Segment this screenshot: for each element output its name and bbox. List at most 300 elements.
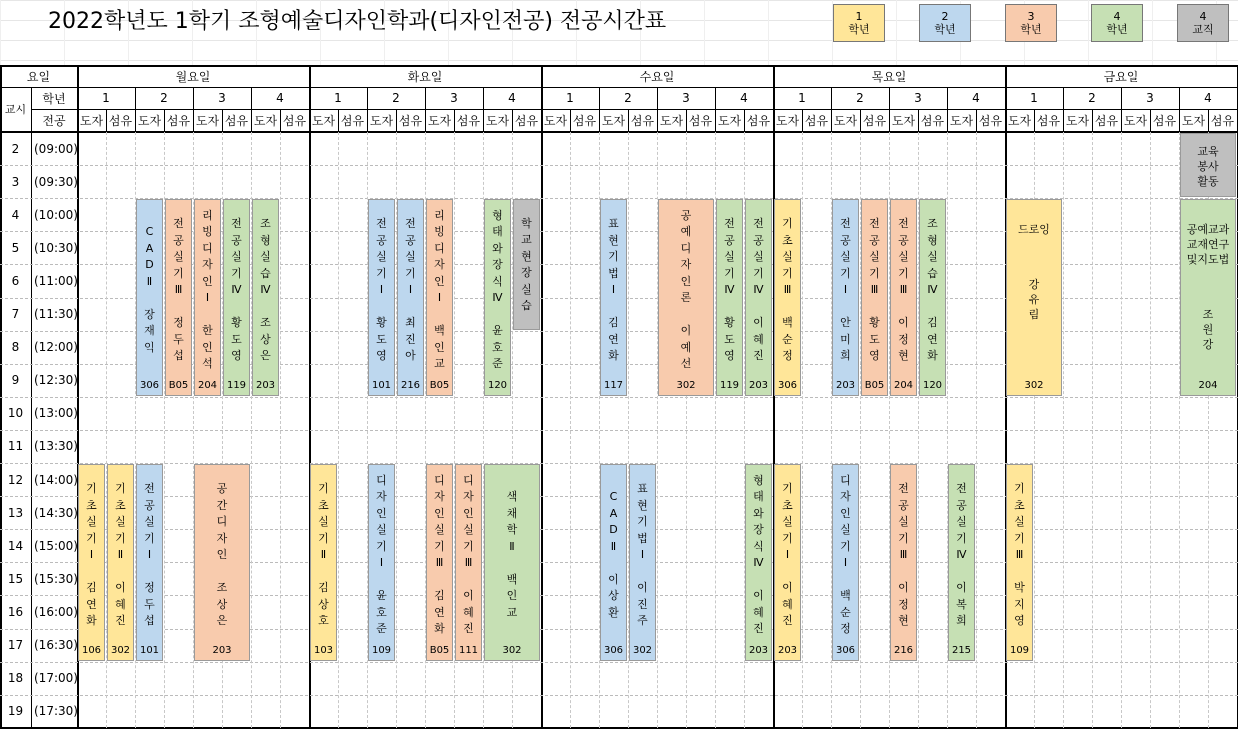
grade-header: 2 (1088, 91, 1096, 105)
day-header: 수요일 (639, 69, 675, 84)
class-professor-char: 영 (376, 349, 387, 363)
class-name-char: 예 (680, 225, 692, 239)
class-gap (659, 307, 713, 324)
header-hakyeon: 학년 (42, 91, 66, 106)
class-room: 204 (893, 379, 914, 391)
class-block (513, 199, 540, 329)
class-professor-char: 상 (608, 589, 619, 603)
grid-line (1152, 0, 1153, 65)
class-name-char: 전 (376, 217, 387, 231)
major-header: 섬유 (166, 113, 191, 128)
period-number: 4 (11, 207, 20, 222)
class-name-char: Ⅰ (147, 548, 152, 562)
class-name-char: Ⅳ (724, 283, 735, 297)
class-name-char: Ⅰ (379, 283, 384, 297)
class-name-char: 기 (840, 539, 851, 553)
class-name-char: 기 (318, 531, 329, 545)
class-name-char: 기 (115, 482, 126, 496)
class-name-char: Ⅰ (611, 283, 616, 297)
class-professor-char: 연 (608, 332, 619, 346)
major-header: 섬유 (456, 113, 481, 128)
grid-line (1092, 132, 1093, 728)
class-name-char: 실 (782, 515, 793, 529)
major-header: 섬유 (224, 113, 249, 128)
class-professor-char: 화 (86, 614, 97, 628)
class-title (485, 489, 539, 621)
class-block (745, 464, 772, 661)
class-name-char: 기 (782, 266, 793, 280)
class-professor-char: 섭 (173, 349, 184, 363)
class-name-char: 기 (637, 515, 648, 529)
grade-header: 1 (334, 91, 342, 105)
class-gap (1007, 237, 1061, 277)
class-name-char: 기 (376, 539, 387, 553)
class-name-char: 기 (782, 217, 793, 231)
class-name-char: 공 (144, 498, 155, 512)
class-name-char: 기 (724, 266, 735, 280)
class-professor-char: 예 (680, 340, 692, 354)
class-professor-char: 주 (637, 614, 648, 628)
class-name-char: 자 (680, 258, 692, 272)
grade-header: 1 (566, 91, 574, 105)
class-name-char: 인 (376, 506, 387, 520)
period-number: 5 (11, 240, 20, 255)
class-name-char: 실 (840, 250, 851, 264)
class-title (485, 208, 510, 373)
class-block (455, 464, 482, 661)
class-title (891, 216, 916, 365)
class-title (514, 216, 539, 315)
period-number: 2 (11, 141, 20, 156)
period-number: 15 (7, 571, 24, 586)
class-name-char: 전 (753, 217, 764, 231)
class-room: 111 (458, 644, 479, 656)
class-name-line: 교재연구 (1186, 238, 1230, 252)
grade-header: 1 (798, 91, 806, 105)
grid-line (0, 60, 1238, 61)
class-name-char: 기 (782, 482, 793, 496)
class-professor-char: 이 (115, 581, 126, 595)
class-name-char: 실 (869, 250, 880, 264)
major-header: 도자 (659, 113, 684, 128)
class-professor-char: 현 (898, 614, 909, 628)
class-name-char: Ⅲ (870, 283, 879, 297)
class-name-char: 실 (144, 515, 155, 529)
grid-line (1063, 132, 1064, 728)
legend-number: 2 (941, 10, 949, 23)
class-name-char: 실 (115, 515, 126, 529)
page-title: 2022학년도 1학기 조형예술디자인학과(디자인전공) 전공시간표 (48, 9, 667, 34)
class-name-char: 습 (927, 266, 938, 280)
class-name-char: Ⅳ (231, 283, 242, 297)
class-title (1007, 222, 1061, 322)
period-time: (10:00) (34, 207, 78, 222)
class-gap (833, 299, 858, 316)
class-title (1181, 222, 1235, 352)
class-title (398, 216, 423, 365)
grade-header: 2 (392, 91, 400, 105)
class-professor-char: 김 (86, 581, 97, 595)
grade-header: 2 (160, 91, 168, 105)
period-number: 12 (7, 472, 24, 487)
class-gap (456, 572, 481, 589)
class-professor-char: 도 (231, 332, 242, 346)
class-name-char: Ⅰ (640, 548, 645, 562)
class-room: 120 (922, 379, 943, 391)
day-header: 월요일 (175, 69, 211, 84)
class-name-char: 기 (782, 531, 793, 545)
class-professor-char: 백 (840, 589, 851, 603)
class-name-char: 기 (376, 266, 387, 280)
class-name-char: 법 (608, 266, 619, 280)
header-gyosi: 교시 (4, 103, 27, 116)
major-header: 도자 (775, 113, 800, 128)
class-name-char: 실 (376, 250, 387, 264)
period-time: (12:00) (34, 340, 78, 355)
grade-header: 2 (856, 91, 864, 105)
class-professor-char: 윤 (492, 324, 503, 338)
class-name-char: 실 (521, 282, 532, 296)
class-block (310, 464, 337, 661)
class-name-char: 채 (506, 506, 518, 520)
class-professor-char: 박 (1014, 581, 1025, 595)
class-title (311, 481, 336, 630)
grid-line (896, 0, 897, 65)
major-header: 도자 (833, 113, 858, 128)
class-professor-char: 지 (1014, 597, 1025, 611)
class-professor-char: 아 (405, 349, 416, 363)
class-title (920, 216, 945, 365)
class-name-char: 디 (434, 473, 445, 487)
class-name-char: 기 (318, 482, 329, 496)
class-professor-char: 이 (898, 581, 909, 595)
class-room: 109 (371, 644, 392, 656)
class-name-char: 빙 (202, 225, 213, 239)
class-name-char: Ⅳ (956, 548, 967, 562)
class-name-char: 실 (927, 250, 938, 264)
class-professor-char: 정 (173, 316, 184, 330)
class-gap (224, 299, 249, 316)
period-time: (17:30) (34, 704, 78, 719)
legend-swatch (833, 4, 885, 42)
class-professor-char: 섭 (144, 614, 155, 628)
legend-swatch (919, 4, 971, 42)
class-professor-char: 상 (216, 597, 228, 611)
class-professor-char: 현 (898, 349, 909, 363)
grade-header: 2 (624, 91, 632, 105)
class-room: 204 (1198, 379, 1218, 391)
class-professor-char: 이 (637, 581, 648, 595)
class-name-char: 공 (680, 208, 692, 222)
class-room: 302 (632, 644, 653, 656)
major-header: 섬유 (398, 113, 423, 128)
major-header: 도자 (311, 113, 336, 128)
class-name-char: C (145, 225, 154, 239)
class-professor-char: 재 (144, 324, 155, 338)
class-name-char: 형 (753, 473, 764, 487)
class-name-line: 및지도법 (1186, 253, 1230, 267)
grid-line (31, 87, 32, 728)
class-title (659, 208, 713, 373)
class-name-char: 실 (782, 250, 793, 264)
major-header: 섬유 (688, 113, 713, 128)
class-gap (369, 572, 394, 589)
grid-line (338, 132, 339, 728)
period-number: 3 (11, 174, 20, 189)
class-professor-char: 김 (318, 581, 329, 595)
class-name-char: 습 (521, 299, 532, 313)
grade-header: 1 (1030, 91, 1038, 105)
class-name-char: 조 (927, 217, 938, 231)
class-block (165, 199, 192, 396)
class-name-char: 인 (216, 548, 228, 562)
period-number: 13 (7, 505, 24, 520)
class-name-char: 공 (405, 233, 416, 247)
grid-line (0, 0, 1238, 1)
major-header: 도자 (949, 113, 974, 128)
class-name-char: 초 (318, 498, 329, 512)
class-name-char: Ⅱ (320, 548, 327, 562)
class-name-char: 디 (840, 473, 851, 487)
class-professor-char: 희 (840, 349, 851, 363)
class-block (861, 199, 888, 396)
class-professor-char: 황 (376, 316, 387, 330)
major-header: 섬유 (746, 113, 771, 128)
class-room: 306 (777, 379, 798, 391)
class-name-char: 현 (608, 233, 619, 247)
class-room: 103 (313, 644, 334, 656)
grid-line (0, 0, 1, 65)
class-gap (427, 307, 452, 324)
class-name-char: 초 (86, 498, 97, 512)
class-name-char: 인 (434, 506, 445, 520)
class-name-char: 실 (231, 250, 242, 264)
class-professor-char: 진 (405, 332, 416, 346)
class-professor-char: 이 (956, 581, 967, 595)
class-professor-char: 익 (144, 340, 155, 354)
period-number: 11 (7, 439, 24, 454)
class-name-char: Ⅰ (205, 291, 210, 305)
class-title (253, 216, 278, 365)
grid-line (0, 430, 1238, 431)
class-room: 106 (81, 644, 102, 656)
class-professor-char: 혜 (782, 597, 793, 611)
class-name-char: 디 (376, 473, 387, 487)
class-name-char: Ⅰ (843, 556, 848, 570)
class-professor-char: 교 (506, 605, 518, 619)
class-professor-char: 화 (434, 622, 445, 636)
class-professor-char: 이 (753, 316, 764, 330)
class-professor-char: 교 (434, 357, 445, 371)
class-name-char: 현 (521, 249, 532, 263)
grade-header: 4 (276, 91, 284, 105)
class-name-char: 공 (376, 233, 387, 247)
major-header: 섬유 (920, 113, 945, 128)
class-block (368, 464, 395, 661)
class-room: 120 (487, 379, 508, 391)
class-room: B05 (429, 379, 450, 391)
class-name-char: 장 (492, 258, 503, 272)
class-name-char: 표 (637, 482, 648, 496)
class-professor-char: 환 (608, 605, 619, 619)
class-title (833, 216, 858, 365)
class-gap (833, 572, 858, 589)
class-professor-char: 진 (637, 597, 648, 611)
class-name-line: 공예교과 (1186, 223, 1230, 237)
grade-header: 4 (1204, 91, 1212, 105)
class-room: 216 (400, 379, 421, 391)
class-room: B05 (168, 379, 189, 391)
grid-line (768, 0, 769, 65)
period-time: (15:00) (34, 538, 78, 553)
class-block (832, 199, 859, 396)
class-gap (311, 564, 336, 581)
class-block (890, 199, 917, 396)
class-name-char: 실 (724, 250, 735, 264)
class-title (601, 489, 626, 621)
class-gap (195, 307, 220, 324)
major-header: 섬유 (282, 113, 307, 128)
class-name-char: 초 (1014, 498, 1025, 512)
period-time: (10:30) (34, 240, 78, 255)
class-name-char: D (145, 258, 154, 272)
day-header: 화요일 (407, 69, 443, 84)
class-name-char: 기 (231, 266, 242, 280)
class-professor-char: 화 (927, 349, 938, 363)
class-name-char: 인 (202, 274, 213, 288)
major-header: 섬유 (572, 113, 597, 128)
class-professor-char: 혜 (753, 332, 764, 346)
class-gap (630, 564, 655, 581)
class-name-char: 학 (521, 216, 532, 230)
class-professor-char: 조 (1202, 308, 1214, 322)
class-name-char: 실 (434, 523, 445, 537)
class-professor-char: 호 (492, 340, 503, 354)
class-title (137, 224, 162, 356)
header-yoil: 요일 (26, 69, 51, 84)
class-name-char: Ⅰ (379, 556, 384, 570)
class-gap (1007, 564, 1032, 581)
major-header: 도자 (891, 113, 916, 128)
class-name-char: 장 (753, 523, 764, 537)
class-name-char: 자 (463, 490, 474, 504)
class-name-char: 식 (753, 539, 764, 553)
class-name-char: 기 (840, 266, 851, 280)
class-name-char: 실 (1014, 515, 1025, 529)
period-time: (16:00) (34, 604, 78, 619)
class-title (746, 473, 771, 638)
class-name-char: 실 (173, 250, 184, 264)
major-header: 도자 (1065, 113, 1090, 128)
class-title (369, 473, 394, 638)
class-room: 306 (603, 644, 624, 656)
class-block (426, 199, 453, 396)
class-room: 302 (1024, 379, 1044, 391)
class-name-char: Ⅲ (174, 283, 183, 297)
class-name-char: A (145, 241, 154, 255)
class-name-char: 기 (1014, 482, 1025, 496)
class-block (252, 199, 279, 396)
class-room: 203 (777, 644, 798, 656)
class-room: 203 (748, 644, 769, 656)
grade-header: 4 (740, 91, 748, 105)
class-room: 306 (835, 644, 856, 656)
class-name-char: 법 (637, 531, 648, 545)
legend-swatch (1177, 4, 1229, 42)
class-professor-char: 영 (724, 349, 735, 363)
class-title (1181, 144, 1235, 189)
class-block (1180, 133, 1236, 197)
class-name-char: 디 (680, 241, 692, 255)
class-professor-char: 선 (680, 357, 692, 371)
legend-label: 학년 (934, 23, 956, 36)
class-name-char: 인 (680, 274, 692, 288)
class-professor-char: 림 (1028, 308, 1040, 322)
class-gap (920, 299, 945, 316)
class-name-char: 기 (115, 531, 126, 545)
class-professor-char: 황 (869, 316, 880, 330)
class-professor-char: 정 (898, 597, 909, 611)
grade-header: 3 (450, 91, 458, 105)
major-header: 도자 (253, 113, 278, 128)
class-professor-char: 황 (724, 316, 735, 330)
class-professor-char: 정 (144, 581, 155, 595)
class-name-char: 실 (898, 515, 909, 529)
class-professor-char: 조 (260, 316, 271, 330)
class-name-char: 실 (463, 523, 474, 537)
class-professor-char: 도 (724, 332, 735, 346)
class-professor-char: 영 (869, 349, 880, 363)
major-header: 섬유 (1210, 113, 1235, 128)
class-professor-char: 준 (376, 622, 387, 636)
class-room: 203 (835, 379, 856, 391)
grid-line (802, 132, 803, 728)
class-professor-char: 호 (376, 605, 387, 619)
class-room: 119 (719, 379, 740, 391)
class-block (194, 199, 221, 396)
class-name-char: D (609, 523, 618, 537)
class-name-char: 기 (753, 266, 764, 280)
class-block (107, 464, 134, 661)
class-name-char: 기 (405, 266, 416, 280)
class-name-char: 전 (898, 482, 909, 496)
class-name-char: 디 (202, 241, 213, 255)
class-professor-char: 윤 (376, 589, 387, 603)
period-time: (13:30) (34, 439, 78, 454)
class-professor-char: 한 (202, 324, 213, 338)
class-professor-char: 상 (260, 332, 271, 346)
major-header: 도자 (1181, 113, 1206, 128)
class-block (368, 199, 395, 396)
class-title (775, 481, 800, 630)
period-time: (15:30) (34, 571, 78, 586)
grid-line (280, 132, 281, 728)
class-professor-char: 백 (506, 572, 518, 586)
class-name-char: Ⅳ (753, 283, 764, 297)
class-professor-char: 호 (318, 614, 329, 628)
class-professor-char: 백 (782, 316, 793, 330)
class-professor-char: 복 (956, 597, 967, 611)
major-header: 도자 (717, 113, 742, 128)
class-title (195, 208, 220, 373)
class-room: 203 (748, 379, 769, 391)
class-room: B05 (864, 379, 885, 391)
class-name-char: 전 (724, 217, 735, 231)
class-name-char: 실 (840, 523, 851, 537)
major-header: 도자 (543, 113, 568, 128)
class-room: 109 (1009, 644, 1030, 656)
class-professor-char: 준 (492, 357, 503, 371)
